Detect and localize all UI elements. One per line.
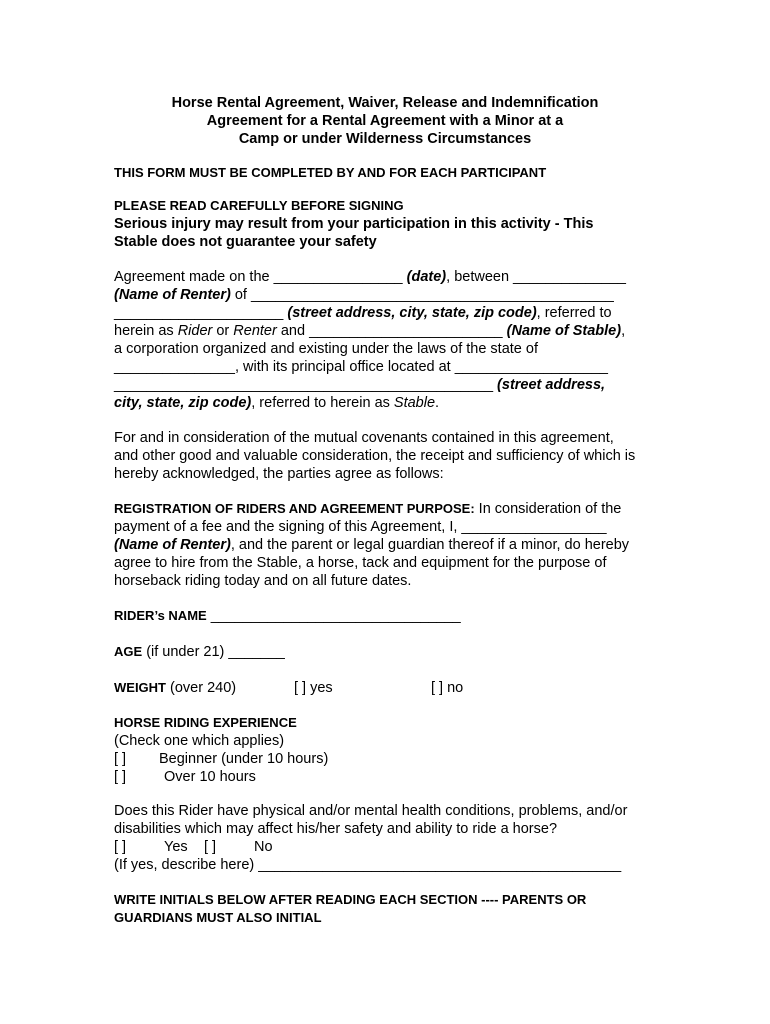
consideration-paragraph (114, 429, 664, 483)
age-field (114, 643, 664, 661)
rider-name-field (114, 607, 664, 625)
agreement-text: , (621, 323, 626, 339)
weight-threshold: (over 240) (166, 680, 237, 696)
no-label: No (254, 839, 273, 855)
health-describe-field: (If yes, describe here) _____________________________________________ (114, 857, 622, 873)
agreement-line: _______________, with its principal office located at ___________________ (114, 359, 608, 375)
renter-address-label: (street address, city, state, zip code) (287, 305, 537, 321)
agreement-text: . (435, 395, 440, 411)
registration-paragraph (114, 500, 664, 590)
health-section (114, 802, 664, 874)
consideration-line: and other good and valuable consideration, the receipt and sufficiency of which is (114, 448, 636, 464)
renter-name-label: (Name of Renter) (114, 287, 231, 303)
stable-name-label: (Name of Stable) (506, 323, 622, 339)
initials-line-1: WRITE INITIALS BELOW AFTER READING EACH SECTION ---- PARENTS OR (114, 892, 587, 907)
warning-section (114, 197, 664, 251)
registration-text: , and the parent or legal guardian thereof if a minor, do hereby (230, 537, 630, 553)
initials-line-2: GUARDIANS MUST ALSO INITIAL (114, 910, 322, 925)
weight-field (114, 679, 664, 697)
option-label: Over 10 hours (164, 769, 256, 785)
checkbox-bracket: [ ] (114, 769, 127, 785)
registration-line: payment of a fee and the signing of this Agreement, I, __________________ (114, 519, 607, 535)
experience-section (114, 714, 664, 786)
stable-term: Stable (393, 395, 436, 411)
consideration-line: For and in consideration of the mutual covenants contained in this agreement, (114, 430, 614, 446)
agreement-paragraph (114, 268, 664, 412)
agreement-text: , referred to (536, 305, 612, 321)
agreement-text: of _____________________________________________ (230, 287, 614, 303)
yes-label: Yes (164, 839, 188, 855)
health-question: Does this Rider have physical and/or mental health conditions, problems, and/or (114, 803, 628, 819)
weight-no-option: [ ] no (431, 680, 464, 696)
agreement-text: Agreement made on the ________________ (114, 269, 407, 285)
initials-instruction (114, 891, 664, 927)
agreement-text: and ________________________ (276, 323, 507, 339)
weight-yes-option: [ ] yes (294, 680, 333, 696)
registration-text: In consideration of the (474, 501, 622, 517)
warning-line-2: Stable does not guarantee your safety (114, 234, 377, 250)
stable-address-label: (street address, (497, 377, 606, 393)
agreement-text: , between ______________ (446, 269, 626, 285)
rider-name-blank: _______________________________ (206, 608, 461, 624)
renter-term: Renter (233, 323, 277, 339)
renter-name-label: (Name of Renter) (114, 537, 231, 553)
option-label: Beginner (under 10 hours) (159, 751, 329, 767)
title-line-1: Horse Rental Agreement, Waiver, Release and Indemnification (171, 95, 599, 111)
agreement-text: , referred to herein as (251, 395, 394, 411)
experience-option-over-10 (114, 768, 664, 786)
checkbox-bracket: [ ] (204, 839, 217, 855)
agreement-text: or (212, 323, 234, 339)
age-blank: (if under 21) _______ (142, 644, 285, 660)
consideration-line: hereby acknowledged, the parties agree as follows: (114, 466, 444, 482)
agreement-text: _____________________ (114, 305, 288, 321)
date-field-label: (date) (406, 269, 447, 285)
title-line-2: Agreement for a Rental Agreement with a Minor at a (206, 113, 564, 129)
experience-heading: HORSE RIDING EXPERIENCE (114, 715, 297, 730)
warning-heading: PLEASE READ CAREFULLY BEFORE SIGNING (114, 198, 404, 213)
document-title (100, 94, 670, 148)
agreement-line: a corporation organized and existing under the laws of the state of (114, 341, 538, 357)
agreement-text: _______________________________________________ (114, 377, 498, 393)
warning-line-1: Serious injury may result from your participation in this activity - This (114, 216, 594, 232)
health-yes-no (114, 838, 664, 856)
registration-heading: REGISTRATION OF RIDERS AND AGREEMENT PURPOSE: (114, 501, 475, 516)
checkbox-bracket: [ ] (114, 839, 127, 855)
stable-address-label-cont: city, state, zip code) (114, 395, 252, 411)
agreement-text: herein as (114, 323, 178, 339)
experience-option-beginner (114, 750, 664, 768)
weight-label: WEIGHT (114, 680, 166, 695)
rider-term: Rider (177, 323, 213, 339)
rider-name-label: RIDER’s NAME (114, 608, 207, 623)
age-label: AGE (114, 644, 143, 659)
health-question: disabilities which may affect his/her safety and ability to ride a horse? (114, 821, 558, 837)
registration-line: agree to hire from the Stable, a horse, tack and equipment for the purpose of (114, 555, 607, 571)
form-notice: THIS FORM MUST BE COMPLETED BY AND FOR EACH PARTICIPANT (114, 165, 547, 180)
registration-line: horseback riding today and on all future dates. (114, 573, 412, 589)
experience-instruction: (Check one which applies) (114, 733, 285, 749)
title-line-3: Camp or under Wilderness Circumstances (238, 131, 532, 147)
checkbox-bracket: [ ] (114, 751, 127, 767)
